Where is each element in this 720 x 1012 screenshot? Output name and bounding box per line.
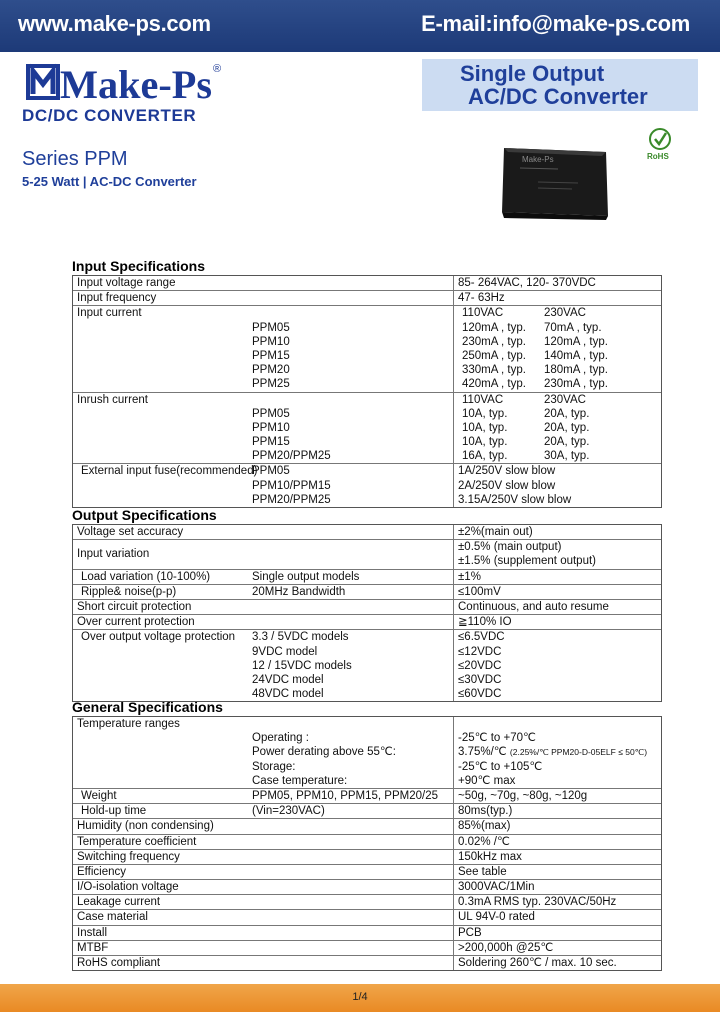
model-label: PPM15 [252,349,290,362]
table-row [73,926,661,941]
model-label: 3.3 / 5VDC models [252,631,349,644]
row-label: Weight [81,789,117,802]
row-label: Switching frequency [77,850,180,863]
model-label: PPM05 [252,407,290,420]
row-label: Inrush current [77,393,148,406]
row-label: Efficiency [77,865,127,878]
row-label: Input current [77,307,142,320]
row-condition: 20MHz Bandwidth [252,585,346,598]
output-spec-table [72,524,662,702]
product-title-box [422,59,698,111]
general-spec-title: General Specifications [72,699,223,715]
table-row: External input fuse(recommended) PPM05 PPM10/PPM15 PPM20/PPM25 1A/250V slow blow 2A/250V slow blow 3.15A/250V slow blow [73,464,661,507]
table-row [73,600,661,615]
table-row [73,540,661,569]
product-label: Make-Ps [522,155,554,164]
row-label: Case material [77,911,148,924]
table-row [73,850,661,865]
row-condition: PPM05, PPM10, PPM15, PPM20/25 [252,789,439,802]
row-condition: Single output models [252,570,360,583]
row-label: Ripple& noise(p-p) [81,585,177,598]
col-head: 230VAC [544,393,586,406]
row-label: Over current protection [77,616,195,629]
table-row: Input current PPM05 PPM10 PPM15 PPM20 PPM25 110VAC 230VAC 120mA , typ. 70mA , typ. 230mA , typ. 120mA , typ. 250mA , typ. 140mA , typ. 330mA , typ. 180mA , typ. 420mA , typ. 230mA , typ. [73,306,661,392]
row-value: 0.02% /℃ [458,835,510,848]
table-row [73,880,661,895]
row-label: Input frequency [77,292,157,305]
model-label: 9VDC model [252,645,318,658]
table-row [73,570,661,585]
row-value: ≧110% IO [458,616,512,629]
website-link[interactable]: www.make-ps.com [18,11,211,36]
row-label: Hold-up time [81,805,147,818]
model-label: 12 / 15VDC models [252,659,352,672]
model-label: 24VDC model [252,673,324,686]
row-value: Soldering 260℃ / max. 10 sec. [458,957,617,969]
row-value: 85- 264VAC, 120- 370VDC [458,277,596,289]
product-module-image [498,142,610,224]
general-spec-table [72,716,662,971]
row-value: 47- 63Hz [458,292,505,305]
row-value: PCB [458,926,482,939]
row-value: ±1% [458,570,481,583]
row-value: 0.3mA RMS typ. 230VAC/50Hz [458,896,617,909]
table-row: Temperature ranges Operating : Power derating above 55℃: Storage: Case temperature: -25℃ to +70℃ 3.75%/℃ (2.25%/℃ PPM20-D-05ELF ≤ 50℃) -25℃ to +105℃ +90℃ max [73,717,661,789]
table-row [73,865,661,880]
title-line-1: Single Output [460,61,605,86]
table-row [73,895,661,910]
row-label: External input fuse(recommended) [81,465,258,478]
page-number: 1/4 [352,991,368,1003]
model-label: PPM10 [252,421,290,434]
input-spec-table [72,275,662,508]
row-value: 3000VAC/1Min [458,881,535,894]
table-row [73,819,661,834]
row-label: Input voltage range [77,277,176,289]
col-head: 230VAC [544,307,586,320]
row-value: ±0.5% (main output) [458,541,562,554]
rohs-label: RoHS [647,152,669,161]
make-ps-logo [24,60,224,104]
row-label: RoHS compliant [77,957,161,969]
table-row [73,615,661,630]
model-label: PPM20 [252,364,290,377]
row-label: Install [77,926,108,939]
row-value: 150kHz max [458,850,522,863]
registered-mark: ® [213,63,222,75]
footer-bar [0,984,720,1012]
output-spec-title: Output Specifications [72,507,217,523]
table-row [73,789,661,804]
model-label: PPM20/PPM25 [252,450,331,463]
model-label: PPM05 [252,465,290,478]
table-row [73,291,661,306]
row-value: ±1.5% (supplement output) [458,555,596,568]
input-spec-title: Input Specifications [72,258,206,274]
series-subtitle: 5-25 Watt | AC-DC Converter [22,174,197,189]
model-label: PPM25 [252,378,290,391]
row-label: Short circuit protection [77,600,192,613]
table-row: Over output voltage protection 3.3 / 5VDC models 9VDC model 12 / 15VDC models 24VDC model 48VDC model ≤6.5VDC ≤12VDC ≤20VDC ≤30VDC ≤60VDC [73,630,661,701]
model-label: PPM10 [252,335,290,348]
row-value: 80ms(typ.) [458,805,513,818]
rohs-icon [646,127,674,161]
table-row [73,525,661,540]
row-value: >200,000h @25℃ [458,941,554,954]
row-label: Humidity (non condensing) [77,820,214,833]
row-value: Continuous, and auto resume [458,600,609,613]
col-head: 110VAC [462,307,504,320]
row-value: ≤100mV [458,585,501,598]
table-row: Inrush current PPM05 PPM10 PPM15 PPM20/PPM25 110VAC 230VAC 10A, typ. 20A, typ. 10A, typ. 20A, typ. 10A, typ. 20A, typ. 16A, typ. 30A, typ. [73,393,661,465]
row-label: Over output voltage protection [81,631,236,644]
row-label: I/O-isolation voltage [77,881,179,894]
table-row [73,941,661,956]
row-value: 85%(max) [458,820,511,833]
table-row [73,910,661,925]
row-value: UL 94V-0 rated [458,911,535,924]
row-label: Voltage set accuracy [77,526,184,538]
table-row [73,276,661,291]
model-label: PPM15 [252,436,290,449]
top-header-bar [0,0,720,52]
row-value: ±2%(main out) [458,526,533,538]
table-row [73,956,661,970]
row-label: Input variation [77,548,150,561]
table-row [73,585,661,600]
row-label: MTBF [77,941,109,954]
brand-subtitle: DC/DC CONVERTER [22,106,197,125]
row-label: Temperature ranges [77,718,180,730]
email-link[interactable]: E-mail:info@make-ps.com [421,11,690,36]
row-label: Leakage current [77,896,161,909]
model-label: 48VDC model [252,688,324,701]
row-condition: (Vin=230VAC) [252,805,325,818]
row-value: ~50g, ~70g, ~80g, ~120g [458,789,588,802]
row-label: Temperature coefficient [77,835,197,848]
series-title: Series PPM [22,148,128,170]
logo-text: Make-Ps [60,62,212,104]
model-label: PPM20/PPM25 [252,493,331,506]
title-line-2: AC/DC Converter [468,84,648,109]
col-head: 110VAC [462,393,504,406]
row-value: See table [458,865,507,878]
row-label: Load variation (10-100%) [81,570,211,583]
model-label: PPM05 [252,321,290,334]
model-label: PPM10/PPM15 [252,479,331,492]
table-row [73,804,661,819]
table-row [73,835,661,850]
